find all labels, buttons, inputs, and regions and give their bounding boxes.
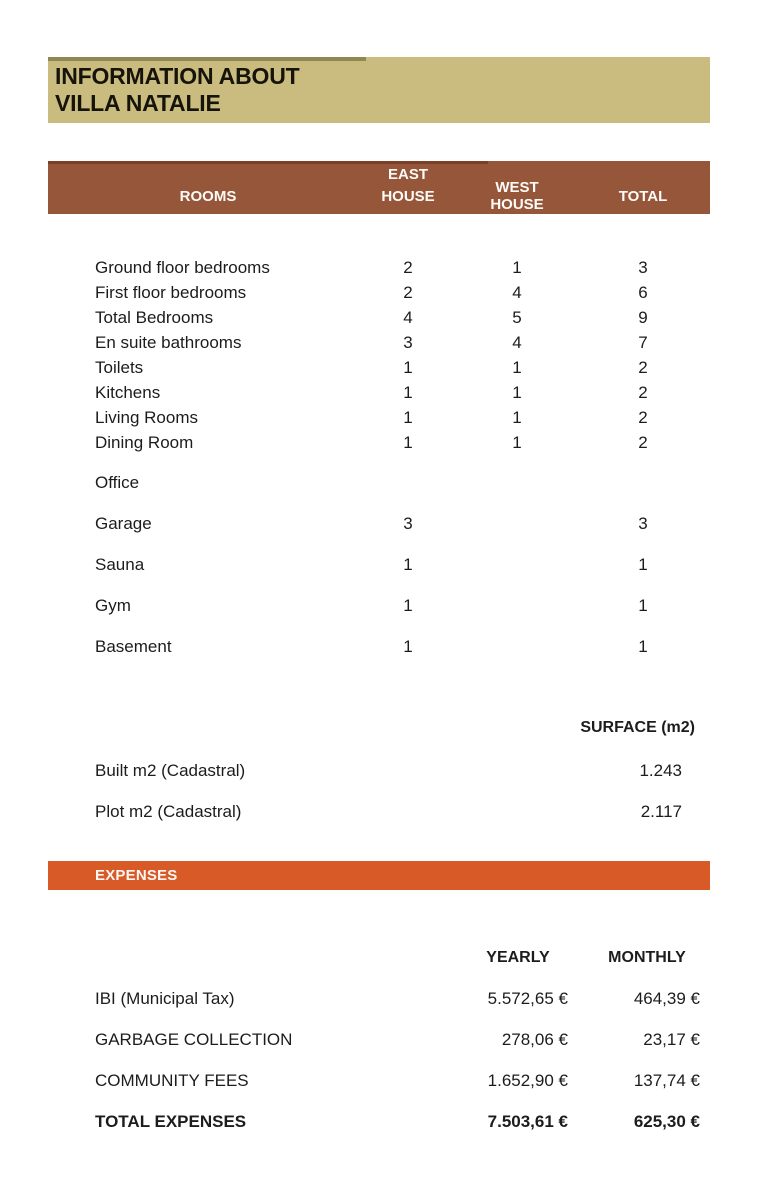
monthly-value: 137,74 € bbox=[633, 1070, 700, 1090]
total-value: 2 bbox=[638, 407, 648, 427]
expense-label: TOTAL EXPENSES bbox=[95, 1111, 247, 1131]
surface-label: Built m2 (Cadastral) bbox=[95, 760, 246, 780]
room-label: Kitchens bbox=[95, 382, 161, 402]
yearly-value: 1.652,90 € bbox=[487, 1070, 568, 1090]
surface-section bbox=[48, 714, 710, 832]
column-header-west-house: WEST HOUSE bbox=[490, 179, 544, 213]
title-banner bbox=[48, 57, 710, 123]
table-row bbox=[48, 405, 710, 430]
total-value: 1 bbox=[638, 636, 648, 656]
west-house-value: 4 bbox=[512, 332, 522, 352]
expense-label: IBI (Municipal Tax) bbox=[95, 988, 235, 1008]
table-row bbox=[48, 330, 710, 355]
table-row bbox=[48, 503, 710, 544]
rooms-table-header bbox=[48, 161, 710, 214]
table-row bbox=[48, 626, 710, 667]
page-title-line-2: VILLA NATALIE bbox=[55, 90, 221, 116]
room-label: Sauna bbox=[95, 554, 145, 574]
room-label: Basement bbox=[95, 636, 172, 656]
east-house-value: 2 bbox=[403, 282, 413, 302]
room-label: Dining Room bbox=[95, 432, 194, 452]
room-label: Gym bbox=[95, 595, 131, 615]
east-house-value: 1 bbox=[403, 382, 413, 402]
page-title-line-1: INFORMATION ABOUT bbox=[55, 63, 300, 89]
room-label: Garage bbox=[95, 513, 152, 533]
room-label: Office bbox=[95, 472, 140, 492]
total-value: 3 bbox=[638, 257, 648, 277]
table-row bbox=[48, 380, 710, 405]
rooms-header-row-2 bbox=[48, 179, 710, 213]
west-house-value: 1 bbox=[512, 257, 522, 277]
total-value: 2 bbox=[638, 357, 648, 377]
expenses-table bbox=[48, 944, 710, 1142]
monthly-value: 23,17 € bbox=[643, 1029, 700, 1049]
monthly-value: 464,39 € bbox=[633, 988, 700, 1008]
total-value: 2 bbox=[638, 432, 648, 452]
west-house-value: 1 bbox=[512, 432, 522, 452]
table-row bbox=[48, 791, 710, 832]
total-value: 1 bbox=[638, 554, 648, 574]
west-house-value: 1 bbox=[512, 357, 522, 377]
west-house-value: 1 bbox=[512, 407, 522, 427]
surface-label: Plot m2 (Cadastral) bbox=[95, 801, 242, 821]
total-value: 1 bbox=[638, 595, 648, 615]
column-header-monthly: MONTHLY bbox=[608, 949, 686, 966]
expenses-section-label: EXPENSES bbox=[95, 867, 178, 884]
west-house-value: 1 bbox=[512, 382, 522, 402]
title-banner-accent-strip bbox=[48, 57, 366, 61]
east-house-value: 1 bbox=[403, 407, 413, 427]
monthly-value: 625,30 € bbox=[633, 1111, 700, 1131]
east-house-value: 1 bbox=[403, 554, 413, 574]
column-header-east-line1: EAST bbox=[387, 165, 428, 183]
yearly-value: 278,06 € bbox=[501, 1029, 568, 1049]
surface-header: SURFACE (m2) bbox=[580, 719, 695, 736]
table-row bbox=[48, 430, 710, 455]
yearly-value: 5.572,65 € bbox=[487, 988, 568, 1008]
surface-value: 1.243 bbox=[639, 760, 682, 780]
expenses-table-header bbox=[48, 944, 710, 972]
table-row bbox=[48, 462, 710, 503]
table-row bbox=[48, 255, 710, 280]
room-label: Toilets bbox=[95, 357, 144, 377]
room-label: First floor bedrooms bbox=[95, 282, 247, 302]
rooms-table bbox=[48, 255, 710, 667]
room-label: En suite bathrooms bbox=[95, 332, 242, 352]
table-row bbox=[48, 585, 710, 626]
surface-value: 2.117 bbox=[640, 801, 682, 821]
column-header-east-line2: HOUSE bbox=[381, 187, 435, 205]
expenses-section-bar bbox=[48, 861, 710, 890]
yearly-value: 7.503,61 € bbox=[487, 1111, 568, 1131]
room-label: Total Bedrooms bbox=[95, 307, 214, 327]
total-value: 6 bbox=[638, 282, 648, 302]
table-row bbox=[48, 1019, 710, 1060]
west-house-value: 5 bbox=[512, 307, 522, 327]
total-value: 2 bbox=[638, 382, 648, 402]
expense-label: GARBAGE COLLECTION bbox=[95, 1029, 293, 1049]
table-row-total bbox=[48, 1101, 710, 1142]
table-row bbox=[48, 978, 710, 1019]
east-house-value: 1 bbox=[403, 357, 413, 377]
table-row bbox=[48, 1060, 710, 1101]
column-header-yearly: YEARLY bbox=[486, 949, 550, 966]
table-row bbox=[48, 355, 710, 380]
east-house-value: 3 bbox=[403, 332, 413, 352]
table-row bbox=[48, 544, 710, 585]
west-house-value: 4 bbox=[512, 282, 522, 302]
east-house-value: 1 bbox=[403, 595, 413, 615]
total-value: 3 bbox=[638, 513, 648, 533]
east-house-value: 4 bbox=[403, 307, 413, 327]
east-house-value: 3 bbox=[403, 513, 413, 533]
rooms-header-row-1 bbox=[48, 163, 710, 185]
room-label: Ground floor bedrooms bbox=[95, 257, 270, 277]
table-row bbox=[48, 280, 710, 305]
table-row bbox=[48, 305, 710, 330]
east-house-value: 1 bbox=[403, 432, 413, 452]
rooms-header-accent-strip bbox=[48, 161, 488, 164]
east-house-value: 2 bbox=[403, 257, 413, 277]
column-header-rooms: ROOMS bbox=[179, 187, 237, 205]
total-value: 7 bbox=[638, 332, 648, 352]
expense-label: COMMUNITY FEES bbox=[95, 1070, 249, 1090]
column-header-total: TOTAL bbox=[618, 187, 668, 205]
east-house-value: 1 bbox=[403, 636, 413, 656]
total-value: 9 bbox=[638, 307, 648, 327]
table-row bbox=[48, 750, 710, 791]
room-label: Living Rooms bbox=[95, 407, 198, 427]
